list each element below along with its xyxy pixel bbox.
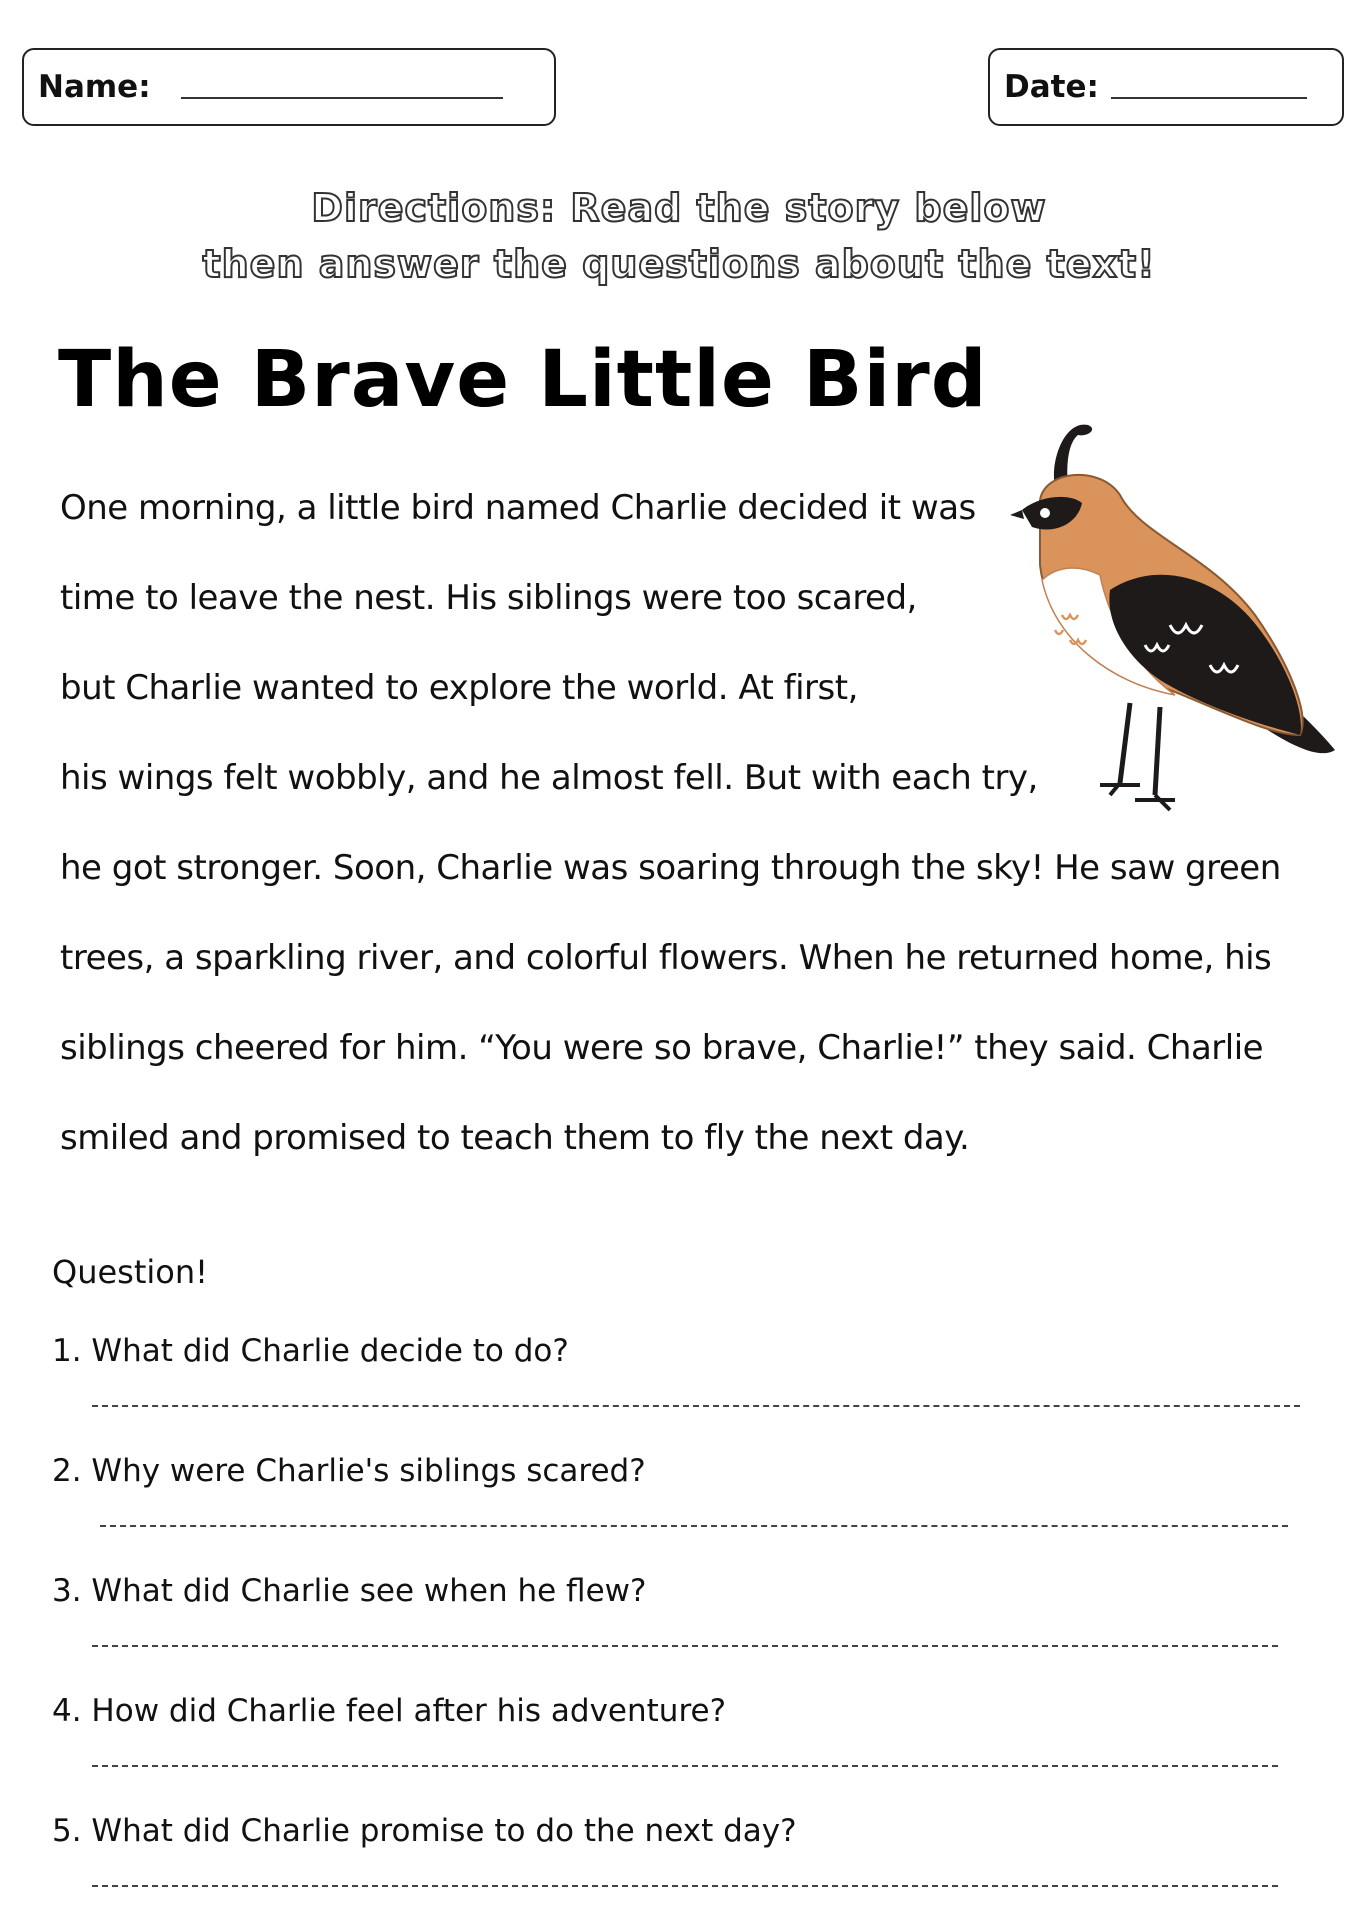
story-line: siblings cheered for him. “You were so brave, Charlie!” they said. Charlie bbox=[60, 1028, 1264, 1068]
directions-line-2: then answer the questions about the text! bbox=[202, 242, 1156, 286]
name-label: Name: bbox=[38, 69, 151, 105]
story-line: trees, a sparkling river, and colorful flowers. When he returned home, his bbox=[60, 938, 1272, 978]
question-4: 4. How did Charlie feel after his adventure? bbox=[52, 1693, 727, 1729]
answer-line-3[interactable] bbox=[92, 1645, 1278, 1647]
story-line: he got stronger. Soon, Charlie was soaring through the sky! He saw green bbox=[60, 848, 1281, 888]
answer-line-5[interactable] bbox=[92, 1885, 1278, 1887]
name-write-line[interactable] bbox=[181, 97, 503, 99]
answer-line-1[interactable] bbox=[92, 1405, 1300, 1407]
answer-line-2[interactable] bbox=[100, 1525, 1288, 1527]
question-1: 1. What did Charlie decide to do? bbox=[52, 1333, 569, 1369]
story-line: smiled and promised to teach them to fly the next day. bbox=[60, 1118, 970, 1158]
story-title: The Brave Little Bird bbox=[58, 335, 988, 425]
date-write-line[interactable] bbox=[1111, 97, 1307, 99]
date-field-box bbox=[988, 48, 1344, 126]
question-3: 3. What did Charlie see when he flew? bbox=[52, 1573, 647, 1609]
questions-heading: Question! bbox=[52, 1253, 208, 1291]
answer-line-4[interactable] bbox=[92, 1765, 1278, 1767]
name-field-box bbox=[22, 48, 556, 126]
story-line: but Charlie wanted to explore the world. At first, bbox=[60, 668, 858, 708]
question-5: 5. What did Charlie promise to do the next day? bbox=[52, 1813, 797, 1849]
directions-line-1: Directions: Read the story below bbox=[311, 186, 1047, 230]
story-line: One morning, a little bird named Charlie decided it was bbox=[60, 488, 976, 528]
quail-bird-icon bbox=[970, 415, 1340, 815]
date-label: Date: bbox=[1004, 69, 1099, 105]
story-line: his wings felt wobbly, and he almost fell. But with each try, bbox=[60, 758, 1038, 798]
question-2: 2. Why were Charlie's siblings scared? bbox=[52, 1453, 646, 1489]
story-line: time to leave the nest. His siblings were too scared, bbox=[60, 578, 917, 618]
